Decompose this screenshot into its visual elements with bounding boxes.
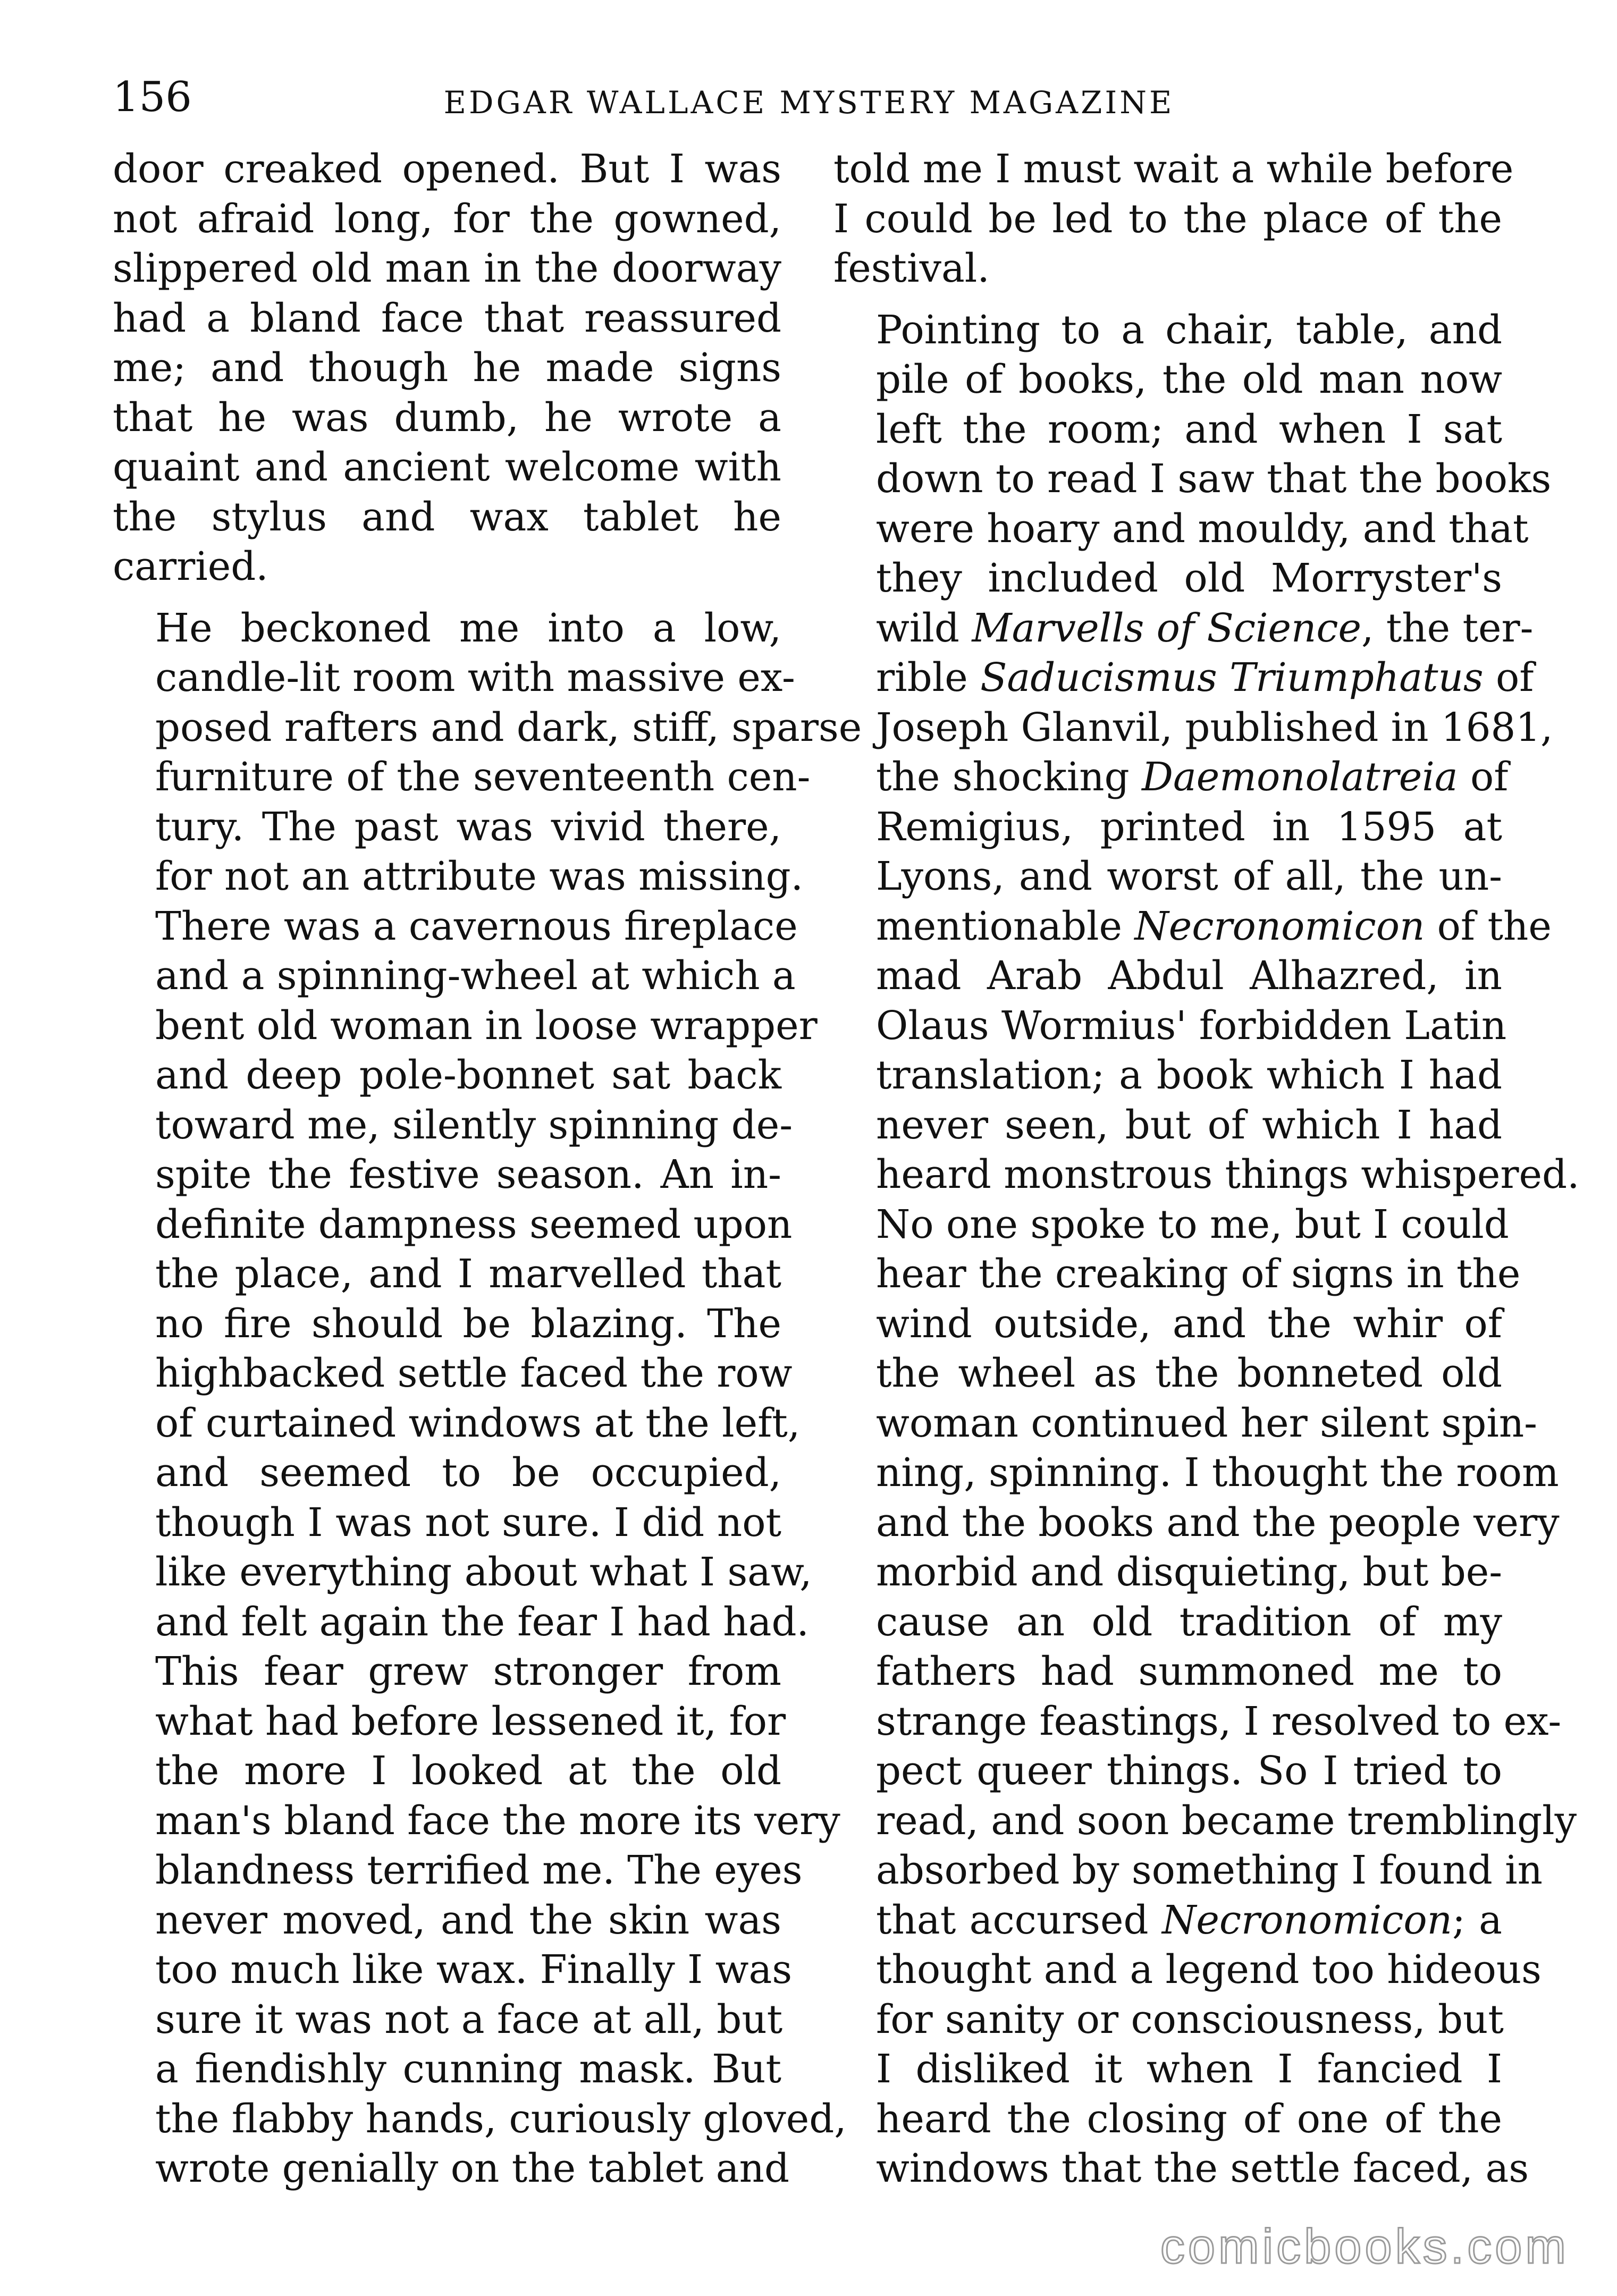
text-line: left the room; and when I sat <box>876 407 1502 452</box>
text-line: me; and though he made signs <box>113 345 781 391</box>
text-line: woman continued her silent spin- <box>876 1400 1538 1446</box>
text-line: bent old woman in loose wrapper <box>155 1003 818 1049</box>
text-line: cause an old tradition of my <box>876 1599 1502 1645</box>
text-line: I could be led to the place of the <box>833 196 1502 242</box>
text-line: and felt again the fear I had had. <box>155 1599 809 1645</box>
text-line: windows that the settle faced, as <box>876 2146 1529 2191</box>
paragraph <box>113 604 862 2194</box>
text-line: Lyons, and worst of all, the un- <box>876 854 1502 899</box>
text-line: furniture of the seventeenth cen- <box>155 755 811 800</box>
text-line: No one spoke to me, but I could <box>876 1202 1509 1247</box>
text-line: for sanity or consciousness, but <box>876 1997 1504 2042</box>
text-line: they included old Morryster's <box>876 556 1502 601</box>
text-line: He beckoned me into a low, <box>155 605 781 651</box>
text-line: fathers had summoned me to <box>876 1649 1502 1694</box>
text-line: man's bland face the more its very <box>155 1798 840 1844</box>
text-line: morbid and disquieting, but be- <box>876 1550 1503 1595</box>
text-line: carried. <box>113 544 268 589</box>
page-number: 156 <box>113 73 192 121</box>
text-line: heard the closing of one of the <box>876 2096 1502 2142</box>
text-line: slippered old man in the doorway <box>113 246 781 291</box>
text-line: strange feastings, I resolved to ex- <box>876 1699 1562 1744</box>
text-line: candle-lit room with massive ex- <box>155 655 795 700</box>
text-line: too much like wax. Finally I was <box>155 1947 793 1993</box>
text-line: hear the creaking of signs in the <box>876 1252 1521 1297</box>
text-line: There was a cavernous fireplace <box>155 904 798 949</box>
text-line: Pointing to a chair, table, and <box>876 307 1502 353</box>
text-line: never seen, but of which I had <box>876 1102 1502 1148</box>
text-line: I disliked it when I fancied I <box>876 2047 1502 2092</box>
text-line: highbacked settle faced the row <box>155 1351 793 1396</box>
page-header <box>113 63 1505 137</box>
text-line: rible Saducismus Triumphatus of <box>876 655 1534 700</box>
text-line: sure it was not a face at all, but <box>155 1997 783 2042</box>
text-line: quaint and ancient welcome with <box>113 445 781 490</box>
text-line: were hoary and mouldy, and that <box>876 506 1529 552</box>
text-line: blandness terrified me. The eyes <box>155 1848 803 1893</box>
text-line: thought and a legend too hideous <box>876 1947 1542 1993</box>
text-line: and seemed to be occupied, <box>155 1450 781 1496</box>
text-line: spite the festive season. An in- <box>155 1152 781 1197</box>
text-line: tury. The past was vivid there, <box>155 804 781 850</box>
text-line: absorbed by something I found in <box>876 1848 1543 1893</box>
text-line: of curtained windows at the left, <box>155 1400 801 1446</box>
text-line: door creaked opened. But I was <box>113 147 781 192</box>
text-line: not afraid long, for the gowned, <box>113 196 781 242</box>
text-line: Joseph Glanvil, published in 1681, <box>876 705 1553 750</box>
text-line: wild Marvells of Science, the ter- <box>876 605 1534 651</box>
text-line: the flabby hands, curiously gloved, <box>155 2096 847 2142</box>
paragraph <box>833 306 1580 2194</box>
text-line: like everything about what I saw, <box>155 1550 812 1595</box>
text-line: down to read I saw that the books <box>876 457 1552 502</box>
text-line: never moved, and the skin was <box>155 1897 781 1943</box>
text-line: translation; a book which I had <box>876 1053 1502 1098</box>
text-line: and the books and the people very <box>876 1500 1560 1546</box>
running-head: EDGAR WALLACE MYSTERY MAGAZINE <box>443 85 1175 121</box>
text-line: for not an attribute was missing. <box>155 854 803 899</box>
text-line: toward me, silently spinning de- <box>155 1102 793 1148</box>
watermark-logo: comicbooks.com <box>1160 2219 1569 2274</box>
text-line: that he was dumb, he wrote a <box>113 395 781 441</box>
right-text-column <box>833 145 1580 2194</box>
text-line: no fire should be blazing. The <box>155 1301 781 1347</box>
text-line: the place, and I marvelled that <box>155 1252 781 1297</box>
text-line: ning, spinning. I thought the room <box>876 1450 1559 1496</box>
text-line: the wheel as the bonneted old <box>876 1351 1502 1396</box>
text-line: wind outside, and the whir of <box>876 1301 1502 1347</box>
text-line: read, and soon became tremblingly <box>876 1798 1577 1844</box>
text-line: festival. <box>833 246 990 291</box>
text-line: definite dampness seemed upon <box>155 1202 793 1247</box>
text-line: the stylus and wax tablet he <box>113 494 781 540</box>
text-line: and deep pole-bonnet sat back <box>155 1053 781 1098</box>
text-line: told me I must wait a while before <box>833 147 1514 192</box>
text-line: Olaus Wormius' forbidden Latin <box>876 1003 1507 1049</box>
text-line: Remigius, printed in 1595 at <box>876 804 1502 850</box>
text-line: though I was not sure. I did not <box>155 1500 781 1546</box>
text-line: posed rafters and dark, stiff, sparse <box>155 705 862 750</box>
text-line: that accursed Necronomicon; a <box>876 1897 1502 1943</box>
paragraph <box>833 145 1514 294</box>
text-line: the shocking Daemonolatreia of <box>876 755 1509 800</box>
text-line: wrote genially on the tablet and <box>155 2146 790 2191</box>
text-line: a fiendishly cunning mask. But <box>155 2047 781 2092</box>
text-line: pect queer things. So I tried to <box>876 1749 1502 1794</box>
text-line: what had before lessened it, for <box>155 1699 786 1744</box>
paragraph <box>113 145 781 592</box>
text-line: This fear grew stronger from <box>155 1649 781 1694</box>
text-line: mad Arab Abdul Alhazred, in <box>876 953 1502 999</box>
left-text-column <box>113 145 862 2194</box>
text-line: the more I looked at the old <box>155 1749 781 1794</box>
text-line: mentionable Necronomicon of the <box>876 904 1552 949</box>
text-line: and a spinning-wheel at which a <box>155 953 796 999</box>
text-line: had a bland face that reassured <box>113 296 781 341</box>
text-line: heard monstrous things whispered. <box>876 1152 1580 1197</box>
text-line: pile of books, the old man now <box>876 357 1502 402</box>
